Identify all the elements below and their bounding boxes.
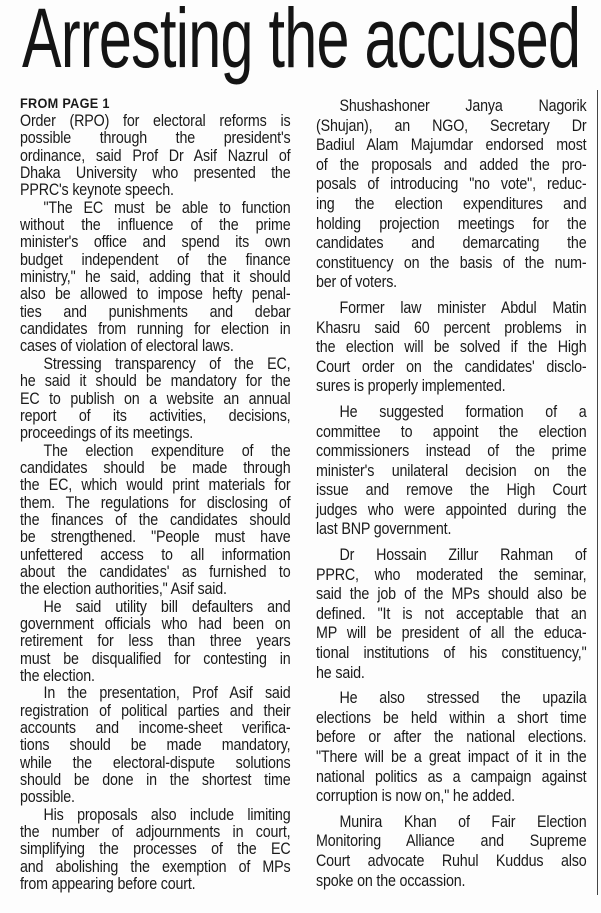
text-line: issue and remove the High Court — [316, 480, 587, 500]
text-line: national politics as a campaign against — [316, 766, 587, 786]
text-line: budget independent of the finance — [20, 249, 291, 269]
paragraph — [20, 598, 290, 685]
paragraph — [316, 402, 586, 539]
paragraph — [20, 806, 290, 893]
text-line: government officials who had been on — [20, 613, 291, 633]
paragraph — [316, 96, 586, 292]
text-line: unfettered access to all information — [20, 544, 291, 564]
text-line: tional institutions of his constituency," — [316, 643, 587, 663]
text-line: spoke on the occassion. — [316, 870, 466, 890]
text-line: said the job of the MPs should also be — [316, 584, 587, 604]
continuation-kicker: FROM PAGE 1 — [20, 96, 110, 111]
text-line: MP will be president of all the educa- — [316, 623, 587, 643]
text-line: judges who were appointed during the — [316, 499, 587, 519]
text-line: corruption is now on," he added. — [316, 786, 515, 806]
text-line: Khasru said 60 percent problems in — [316, 317, 587, 337]
text-line: defined. "It is not acceptable that an — [316, 603, 587, 623]
text-line: the election will be solved if the High — [316, 337, 587, 357]
paragraph — [316, 812, 586, 890]
text-line: holding projection meetings for the — [316, 213, 587, 233]
text-line: He said utility bill defaulters and — [43, 596, 291, 616]
text-line: Former law minister Abdul Matin — [339, 297, 587, 317]
text-line: before or after the national elections. — [316, 727, 587, 747]
text-line: committee to appoint the election — [316, 421, 587, 441]
paragraph — [20, 112, 290, 199]
text-line: should be done in the shortest time — [20, 770, 291, 790]
text-line: he said it should be mandatory for the — [20, 371, 291, 391]
text-line: cases of violation of electoral laws. — [20, 336, 234, 356]
text-line: Court advocate Ruhul Kuddus also — [316, 850, 587, 870]
column-rule — [597, 90, 598, 895]
text-line: report of its activities, decisions, — [20, 405, 291, 425]
article-column-right — [316, 96, 586, 896]
paragraph — [316, 545, 586, 682]
text-line: He suggested formation of a — [339, 401, 587, 421]
paragraph — [20, 355, 290, 442]
paragraph — [316, 298, 586, 396]
text-line: tions should be made mandatory, — [20, 735, 291, 755]
text-line: retirement for less than three years — [20, 631, 291, 651]
text-line: must be disqualified for contesting in — [20, 648, 291, 668]
text-line: Munira Khan of Fair Election — [339, 811, 587, 831]
text-line: ties and punishments and debar — [20, 301, 291, 321]
text-line: Shushashoner Janya Nagorik — [339, 96, 587, 115]
text-line: and abolishing the exemption of MPs — [20, 856, 291, 876]
text-line: ber of voters. — [316, 272, 397, 292]
paragraph — [316, 688, 586, 806]
text-line: His proposals also include limiting — [43, 804, 291, 824]
text-line: constituency on the basis of the num- — [316, 252, 587, 272]
text-line: accounts and income-sheet verifica- — [20, 718, 291, 738]
article-column-left — [20, 96, 290, 892]
text-line: He also stressed the upazila — [339, 688, 587, 708]
text-line: without the influence of the prime — [20, 215, 291, 235]
text-line: In the presentation, Prof Asif said — [43, 683, 291, 703]
text-line: be strengthened. "People must have — [20, 527, 291, 547]
text-line: registration of political parties and their — [20, 700, 291, 720]
text-line: candidates from running for election in — [20, 319, 291, 339]
text-line: Badiul Alam Majumdar endorsed most — [316, 135, 587, 155]
text-line: them. The regulations for disclosing of — [20, 492, 291, 512]
text-line: last BNP government. — [316, 519, 452, 539]
text-line: about the candidates' as furnished to — [20, 561, 291, 581]
text-line: elections be held within a short time — [316, 707, 587, 727]
text-line: minister's office and spend its own — [20, 232, 291, 252]
text-line: ministry," he said, adding that it should — [20, 267, 291, 287]
text-line: Order (RPO) for electoral reforms is — [20, 111, 291, 130]
text-line: posals of introducing "no vote", reduc- — [316, 174, 587, 194]
text-line: of the proposals and added the pro- — [316, 154, 587, 174]
text-line: also be allowed to impose hefty penal- — [20, 284, 291, 304]
text-line: Dr Hossain Zillur Rahman of — [339, 545, 587, 565]
text-line: candidates should be made through — [20, 457, 291, 477]
text-line: sures is properly implemented. — [316, 376, 506, 396]
text-line: simplifying the processes of the EC — [20, 839, 291, 859]
text-line: the finances of the candidates should — [20, 509, 291, 529]
text-line: possible. — [20, 787, 75, 807]
text-line: the election. — [20, 666, 95, 685]
text-line: Stressing transparency of the EC, — [43, 353, 291, 373]
text-line: commissioners instead of the prime — [316, 441, 587, 461]
text-line: the number of adjournments in court, — [20, 822, 291, 842]
text-line: Dhaka University who presented the — [20, 163, 291, 183]
text-line: minister's unilateral decision on the — [316, 460, 587, 480]
text-line: The election expenditure of the — [43, 440, 291, 460]
text-line: possible through the president's — [20, 128, 291, 148]
text-line: (Shujan), an NGO, Secretary Dr — [316, 115, 587, 135]
text-line: PPRC, who moderated the seminar, — [316, 564, 587, 584]
paragraph — [20, 684, 290, 805]
headline: Arresting the accused — [22, 0, 581, 85]
text-line: from appearing before court. — [20, 874, 196, 894]
text-line: while the electoral-dispute solutions — [20, 752, 291, 772]
text-line: ordinance, said Prof Dr Asif Nazrul of — [20, 145, 291, 165]
text-line: Court order on the candidates' disclo- — [316, 356, 587, 376]
text-line: "There will be a great impact of it in the — [316, 747, 587, 766]
text-line: proceedings of its meetings. — [20, 423, 194, 443]
text-line: "The EC must be able to function — [43, 197, 291, 217]
text-line: EC to publish on a website an annual — [20, 388, 291, 408]
text-line: PPRC's keynote speech. — [20, 180, 174, 200]
text-line: the election authorities," Asif said. — [20, 579, 227, 599]
paragraph — [20, 442, 290, 598]
paragraph — [20, 199, 290, 355]
text-line: Monitoring Alliance and Supreme — [316, 831, 587, 851]
text-line: ing the election expenditures and — [316, 193, 587, 213]
text-line: the EC, which would print materials for — [20, 475, 291, 495]
text-line: candidates and demarcating the — [316, 233, 587, 253]
text-line: he said. — [316, 662, 365, 682]
